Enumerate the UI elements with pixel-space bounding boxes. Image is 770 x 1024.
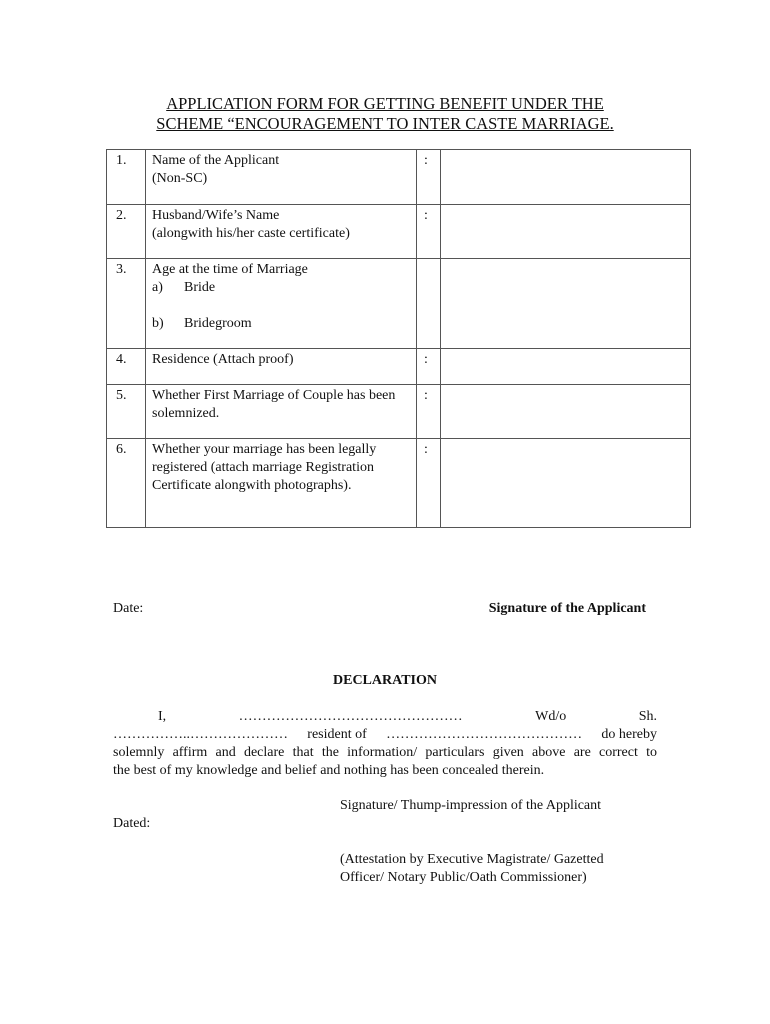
sub-item-key: a) (152, 280, 163, 295)
row-number: 3. (107, 259, 146, 349)
row-number: 4. (107, 349, 146, 385)
row-label-line: (alongwith his/her caste certificate) (152, 226, 350, 241)
row-label (146, 385, 417, 439)
application-table (106, 149, 691, 528)
applicant-name-field[interactable] (441, 150, 691, 205)
row-label-line: registered (attach marriage Registration (152, 460, 374, 475)
attestation-note (340, 851, 604, 887)
row-number: 6. (107, 439, 146, 528)
row-label-line: Name of the Applicant (152, 153, 280, 168)
row-label-line: (Non-SC) (152, 171, 208, 186)
row-label-line: Husband/Wife’s Name (152, 208, 280, 223)
date-label: Date: (113, 601, 144, 616)
row-label (146, 349, 417, 385)
row-label-line: solemnized. (152, 406, 220, 421)
declaration-line (113, 708, 657, 726)
table-row (107, 385, 691, 439)
sub-item-bridegroom (152, 315, 410, 333)
table-row (107, 205, 691, 259)
table-row (107, 439, 691, 528)
dated-label: Dated: (113, 816, 151, 831)
row-number: 1. (107, 150, 146, 205)
first-marriage-field[interactable] (441, 385, 691, 439)
attestation-line: (Attestation by Executive Magistrate/ Gazetted (340, 852, 604, 867)
row-label-line: Whether your marriage has been legally (152, 442, 377, 457)
row-label (146, 150, 417, 205)
row-colon: : (417, 439, 441, 528)
row-label-line: Certificate alongwith photographs). (152, 478, 352, 493)
row-label (146, 259, 417, 349)
declaration-text: Sh. (638, 709, 657, 724)
attestation-line: Officer/ Notary Public/Oath Commissioner) (340, 870, 587, 885)
thumb-impression-label: Signature/ Thump-impression of the Applicant (340, 798, 602, 813)
declaration-text: do hereby (601, 727, 657, 742)
declaration-text: Wd/o (535, 709, 567, 724)
sub-item-label: Bridegroom (184, 316, 252, 331)
row-colon: : (417, 205, 441, 259)
row-label-line: Age at the time of Marriage (152, 262, 308, 277)
residence-field[interactable] (441, 349, 691, 385)
row-label (146, 205, 417, 259)
name-blank[interactable]: ………………………………………… (238, 709, 463, 724)
sub-item-key: b) (152, 316, 164, 331)
declaration-text: resident of (307, 727, 367, 742)
signature-label: Signature of the Applicant (488, 601, 646, 616)
declaration-line: the best of my knowledge and belief and nothing has been concealed therein. (113, 763, 545, 778)
row-label (146, 439, 417, 528)
sub-item-label: Bride (184, 280, 216, 295)
registration-field[interactable] (441, 439, 691, 528)
table-row (107, 150, 691, 205)
row-number: 5. (107, 385, 146, 439)
row-colon: : (417, 385, 441, 439)
spouse-name-field[interactable] (441, 205, 691, 259)
form-title-line2: SCHEME “ENCOURAGEMENT TO INTER CASTE MARRIAGE. (156, 114, 614, 133)
table-row (107, 259, 691, 349)
table-row (107, 349, 691, 385)
row-colon-empty (417, 259, 441, 349)
declaration-body (113, 708, 657, 780)
row-label-line: Whether First Marriage of Couple has been (152, 388, 396, 403)
declaration-line: solemnly affirm and declare that the information/ particulars given above are correct to (113, 745, 657, 760)
declaration-title: DECLARATION (333, 673, 437, 688)
declaration-text: I, (158, 709, 167, 724)
age-field[interactable] (441, 259, 691, 349)
residence-blank[interactable]: …………………………………… (386, 727, 583, 742)
form-title (0, 94, 770, 134)
relative-name-blank[interactable]: ……………..………………… (113, 727, 288, 742)
sub-item-bride (152, 279, 410, 297)
declaration-line (113, 726, 657, 744)
form-title-line1: APPLICATION FORM FOR GETTING BENEFIT UNDER THE (166, 94, 604, 113)
row-label-line: Residence (Attach proof) (152, 352, 294, 367)
row-colon: : (417, 150, 441, 205)
row-colon: : (417, 349, 441, 385)
row-number: 2. (107, 205, 146, 259)
